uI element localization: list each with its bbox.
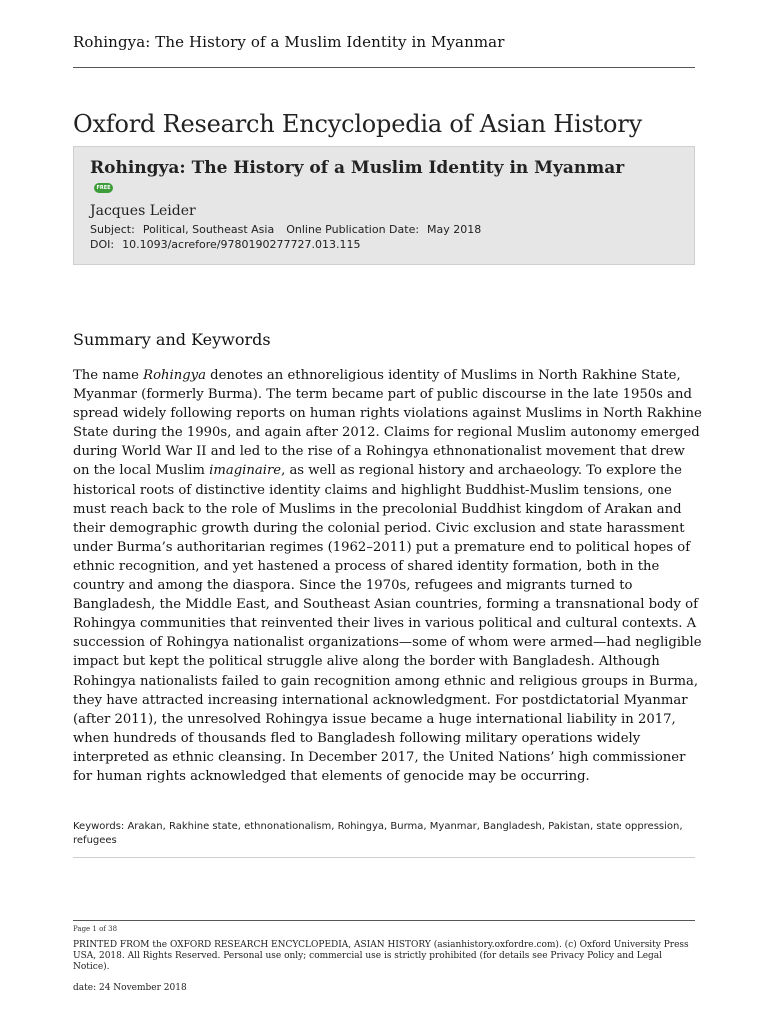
page-number: Page 1 of 38: [73, 925, 118, 933]
article-info-box: [73, 146, 695, 265]
article-author[interactable]: Jacques Leider: [90, 203, 196, 219]
print-date: date: 24 November 2018: [73, 983, 187, 993]
keywords-divider: [73, 857, 695, 858]
subject-value[interactable]: Political, Southeast Asia: [142, 223, 275, 236]
publication-date-value: May 2018: [427, 223, 482, 236]
summary-text-2: , as well as regional history and archaeology. To explore the historical roots of distinctive identity claims and highlight Buddhist-Muslim tensions, one must reach back to the role of Muslims in the precolonial Buddhist kingdom of Arakan and their demographic growth during the colonial period. Civic exclusion and state harassment under Burma’s authoritarian regimes (1962–2011) put a premature end to political hopes of ethnic recognition, and yet hastened a process of shared identity formation, both in the country and among the diaspora. Since the 1970s, refugees and migrants turned to Bangladesh, the Middle East, and Southeast Asian countries, forming a transnational body of Rohingya communities that reinvented their lives in various political and cultural contexts. A succession of Rohingya nationalist organizations—some of whom were armed—had negligible impact but kept the political struggle alive along the border with Bangladesh. Although Rohingya nationalists failed to gain recognition among ethnic and religious groups in Burma, they have attracted increasing international acknowledgment. For postdictatorial Myanmar (after 2011), the unresolved Rohingya issue became a huge international liability in 2017, when hundreds of thousands fled to Bangladesh following military operations widely interpreted as ethnic cleansing. In December 2017, the United Nations’ high commissioner for human rights acknowledged that elements of genocide may be occurring.: [73, 463, 702, 784]
keywords: Keywords: Arakan, Rakhine state, ethnonationalism, Rohingya, Burma, Myanmar, Bangladesh, Pakistan, state oppression, refugees: [73, 821, 683, 846]
summary-lead: The name: [73, 368, 144, 383]
summary-term-imaginaire: imaginaire: [209, 463, 282, 479]
article-title: Rohingya: The History of a Muslim Identity in Myanmar: [90, 158, 625, 178]
subject-label: Subject:: [90, 223, 135, 236]
publication-date-label: Online Publication Date:: [286, 223, 420, 236]
summary-paragraph: [73, 366, 703, 786]
article-subject-line: [90, 223, 481, 236]
free-badge: FREE: [94, 183, 113, 193]
summary-text: [73, 366, 703, 786]
section-heading: Summary and Keywords: [73, 330, 271, 349]
summary-term-rohingya: Rohingya: [143, 368, 206, 383]
footer-rule: [73, 920, 695, 921]
article-doi-line: [90, 238, 360, 251]
encyclopedia-title: Oxford Research Encyclopedia of Asian History: [73, 110, 642, 138]
summary-text-1: denotes an ethnoreligious identity of Muslims in North Rakhine State, Myanmar (formerly Burma). The term became part of public discourse in the late 1950s and spread widely following reports on human rights violations against Muslims in North Rakhine State during the 1990s, and again after 2012. Claims for regional Muslim autonomy emerged during World War II and led to the rise of a Rohingya ethnonationalist movement that drew on the local Muslim: [73, 368, 702, 479]
header-rule: [73, 67, 695, 68]
printed-notice: PRINTED FROM the OXFORD RESEARCH ENCYCLOPEDIA, ASIAN HISTORY (asianhistory.oxfordre.com). (c) Oxford University Press USA, 2018. All Rights Reserved. Personal use only; commercial use is strictly prohibited (for details see Privacy Policy and Legal Notice).: [73, 940, 689, 972]
doi-value[interactable]: 10.1093/acrefore/9780190277727.013.115: [122, 238, 361, 251]
running-header: Rohingya: The History of a Muslim Identity in Myanmar: [73, 33, 505, 51]
doi-label: DOI:: [90, 238, 115, 251]
